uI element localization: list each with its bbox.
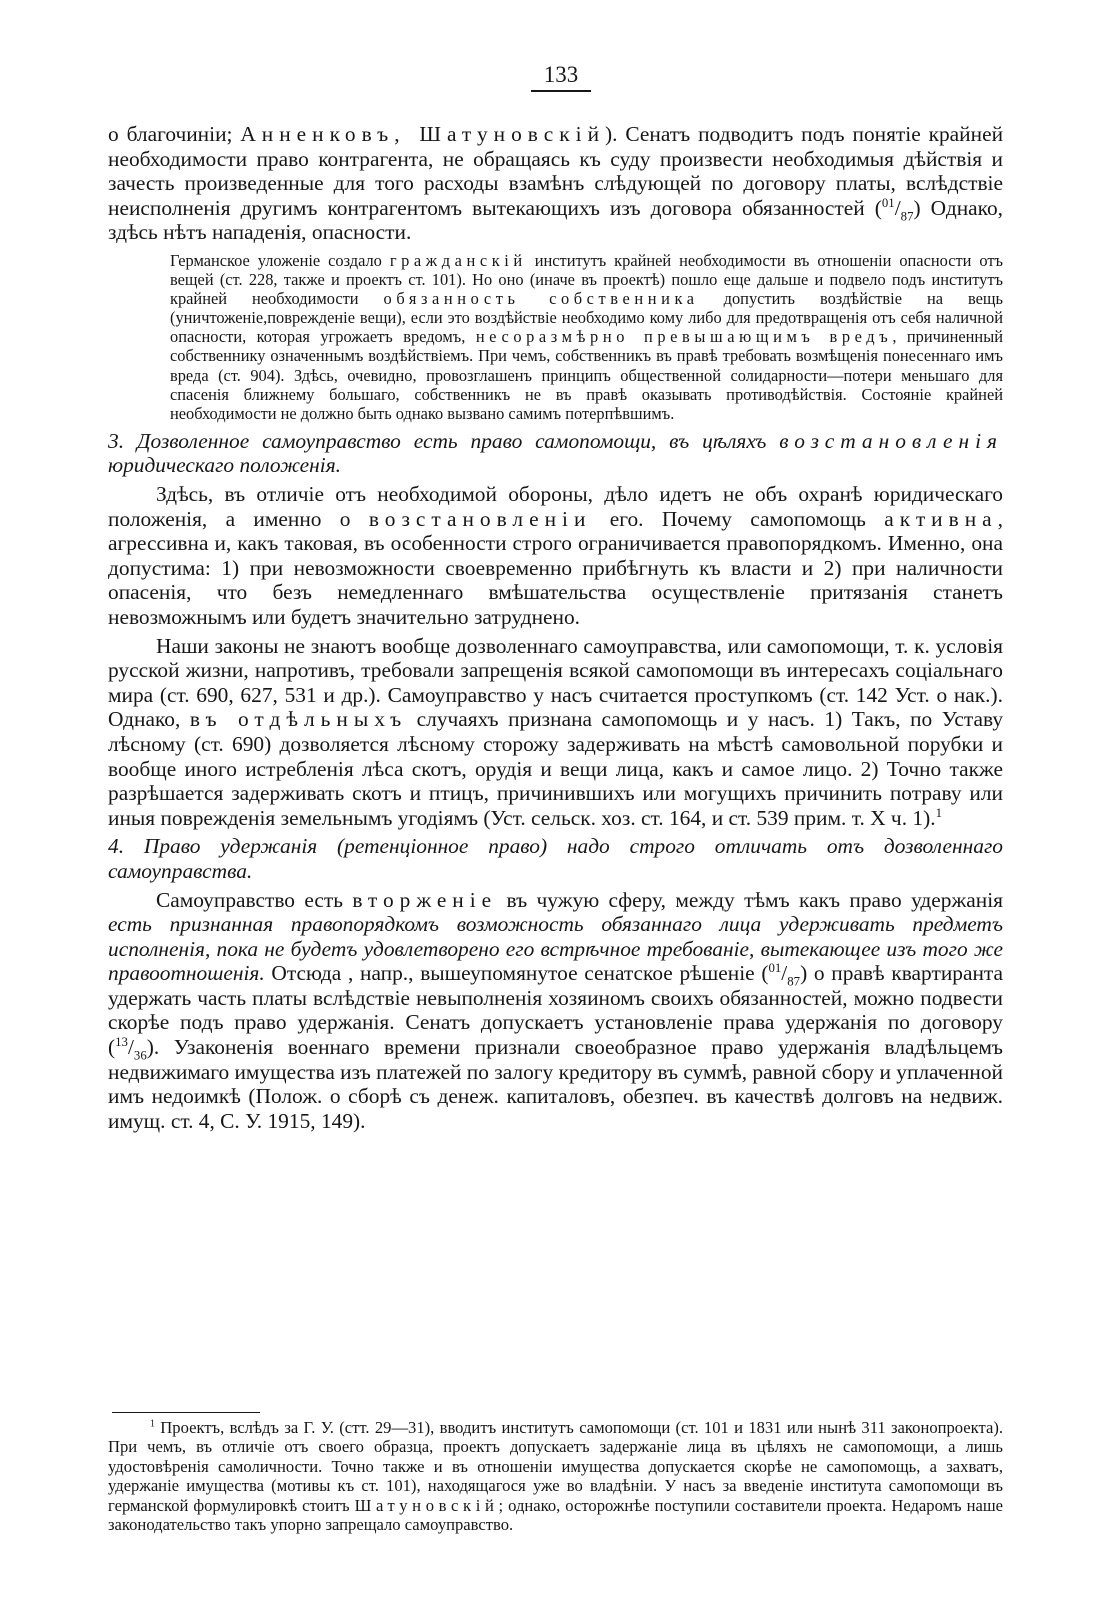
paragraph-4 [108, 888, 1003, 1134]
fraction-slash: / [781, 961, 788, 986]
fraction-numerator: 01 [881, 195, 895, 210]
spaced-text: въ отдѣльныхъ [189, 707, 408, 732]
page-number: 133 [531, 62, 591, 92]
text: 4. Право удержанія (ретенціонное право) надо строго отличать отъ дозволеннаго самоуправства. [108, 834, 1003, 883]
text: о благочиніи; [108, 122, 241, 146]
text: случаяхъ признана самопомощь и у насъ. 1) Такъ, по Уставу лѣсному (ст. 690) дозволяется лѣсному сторожу задерживать на мѣстѣ самовольной порубки и вообще иного истребленія лѣса скотъ, орудія и вещи лица, какъ и самое лицо. 2) Точно также разрѣшается задерживать скотъ и птицъ, причинившихъ или могущихъ причинить потраву или иныя поврежденія земельнымъ угодіямъ (Уст. сельск. хоз. ст. 164, и ст. 539 прим. т. X ч. 1). [108, 707, 1004, 830]
paragraph-3 [108, 634, 1003, 831]
text: Отсюда , напр., вышеупомянутое сенатское рѣшеніе ( [264, 961, 769, 986]
spaced-text: гражданскій [389, 250, 527, 270]
small-print-paragraph [170, 251, 1003, 423]
text: ) Однако, здѣсь нѣтъ нападенія, опасности. [108, 195, 1004, 245]
text: ). Сенатъ подводитъ подъ понятіе крайней необходимости право контрагента, не обращаясь къ суду произвести необходимыя дѣйствія и зачесть произведенные для того расходы взамѣнъ слѣдующей по договору платы, вслѣдствіе неисполненія другимъ контрагентомъ вытекающихъ изъ договора обязанностей ( [108, 122, 1004, 220]
text: Германское уложеніе создало [170, 250, 390, 270]
paragraph-1 [108, 122, 1003, 245]
paragraph-2 [108, 482, 1003, 630]
text: ) о правѣ квартиранта удержать часть платы вслѣдствіе невыполненія хозяиномъ своихъ обязанностей, можно подвести скорѣе подъ право удержанія. Сенатъ допускаетъ установленіе права удержанія по договору ( [108, 961, 1004, 1060]
spaced-text: несоразмѣрно превышающимъ вредъ [475, 327, 893, 347]
fraction-slash: / [894, 195, 901, 220]
text: Здѣсь, въ отличіе отъ необходимой обороны, дѣло идетъ не объ охранѣ юридическаго положенія, а именно о [108, 482, 1003, 531]
text: въ чужую сферу, между тѣмъ какъ право удержанія [497, 887, 1003, 912]
italic-text: есть признанная правопорядкомъ возможность обязаннаго лица удерживать предметъ исполненія, пока не будетъ удовлетворено его встрѣчное требованіе, вытекающее изъ того же правоотношенія. [108, 912, 1003, 986]
spaced-text: Шатуновскій [354, 1495, 499, 1515]
spaced-text: вторженіе [352, 887, 498, 912]
spaced-text: возстановленіи [368, 506, 592, 531]
text: Самоуправство есть [156, 887, 353, 912]
spaced-text: активна [884, 506, 998, 531]
text: его. Почему самопомощь [591, 506, 885, 531]
spaced-text: обязанность собственника [383, 289, 699, 309]
footnote-reference: 1 [935, 805, 942, 820]
text: , агрессивна и, какъ таковая, въ особенности строго ограничивается правопорядкомъ. Именно, она допустима: 1) при невозможности своевременно прибѣгнуть къ власти и 2) при наличности опасенія, что безъ немедленнаго вмѣшательства осуществленіе притязанія станетъ невозможнымъ или будетъ значительно затруднено. [108, 506, 1003, 629]
text: институтъ крайней необходимости въ отношеніи опасности отъ вещей (ст. 228, также и проектъ ст. 101). Но оно (иначе въ проектѣ) пошло еще дальше и подвело подъ институтъ крайней необходимости [170, 250, 1003, 309]
fraction-numerator: 01 [768, 961, 782, 976]
footnote-divider [112, 1412, 260, 1413]
fraction-numerator: 13 [115, 1034, 128, 1049]
spaced-text: Анненковъ, Шатуновскій [240, 122, 606, 146]
fraction-slash: / [127, 1035, 134, 1060]
text: юридическаго положенія. [108, 453, 342, 478]
section-heading-3 [108, 429, 1003, 478]
text: 3. Дозволенное самоуправство есть право самопомощи, въ цѣляхъ [108, 428, 780, 453]
text: Наши законы не знаютъ вообще дозволеннаго самоуправства, или самопомощи, т. к. условія русской жизни, напротивъ, требовали запрещенія всякой самопомощи въ интересахъ соціальнаго мира (ст. 690, 627, 531 и др.). Самоуправство у насъ считается проступкомъ (ст. 142 Уст. о нак.). Однако, [108, 633, 1003, 732]
text: допустить воздѣйствіе на вещь (уничтоженіе,поврежденіе вещи), если это воздѣйствіе необходимо кому либо для предотвращенія отъ себя наличной опасности, которая угрожаетъ вредомъ, [170, 289, 1003, 347]
spaced-text: возстановленія [779, 428, 1003, 453]
main-text [108, 122, 1003, 1133]
section-heading-4 [108, 834, 1003, 883]
fraction-denominator: 87 [787, 974, 801, 989]
footnote [108, 1418, 1003, 1534]
footnote-mark: 1 [150, 1418, 155, 1430]
fraction-denominator: 36 [133, 1048, 147, 1063]
text: Проектъ, вслѣдъ за Г. У. (стт. 29—31), вводитъ институтъ самопомощи (ст. 101 и 1831 или нынѣ 311 законопроекта). При чемъ, въ отличіе отъ своего образца, проектъ допускаетъ задержаніе лица въ цѣляхъ не самопомощи, а лишь удостовѣренія самоличности. Точно также и въ отношеніи имущества допускается скорѣе не самопомощь, а захватъ, удержаніе имущества (мотивы къ ст. 101), находящагося уже во владѣніи. У насъ за введеніе института самопомощи въ германской формулировкѣ стоитъ [108, 1418, 1003, 1515]
text: ; однако, осторожнѣе поступили составители проекта. Недаромъ наше законодательство такъ упорно запрещало самоуправство. [108, 1495, 1003, 1535]
text: ). Узаконенія военнаго времени признали своеобразное право удержанія владѣльцемъ недвижимаго имущества изъ платежей по залогу кредитору въ суммѣ, равной сбору и уплаченной имъ недоимкѣ (Полож. о сборѣ съ денеж. капиталовъ, обезпеч. въ качествѣ долговъ на недвиж. имущ. ст. 4, С. У. 1915, 149). [108, 1035, 1003, 1133]
text: , причиненный собственнику означеннымъ воздѣйствіемъ. При чемъ, собственникъ въ правѣ требовать возмѣщенія понесеннаго имъ вреда (ст. 904). Здѣсь, очевидно, провозглашенъ принципъ общественной солидарности—потери меньшаго для спасенія ближнему большаго, собственникъ не въ правѣ оказывать противодѣйствія. Состояніе крайней необходимости не должно быть однако вызвано самимъ потерпѣвшимъ. [170, 327, 1003, 423]
fraction-denominator: 87 [900, 209, 914, 224]
